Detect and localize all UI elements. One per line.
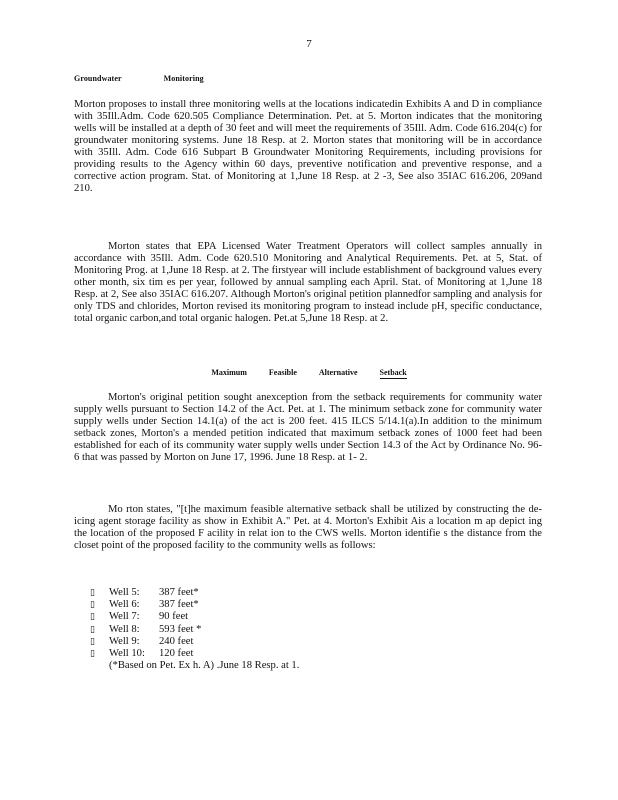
well-distance: 387 feet* (159, 587, 199, 598)
list-item (90, 624, 299, 636)
bullet-box-icon: ▯ (90, 624, 95, 635)
well-distance: 387 feet* (159, 599, 199, 611)
bullet-box-icon: ▯ (90, 636, 95, 647)
list-item (90, 636, 299, 648)
well-label: Well 5: (109, 587, 140, 598)
well-distance-list (90, 587, 299, 672)
bullet-box-icon: ▯ (90, 588, 95, 598)
paragraph-monitoring-wells: Morton proposes to install three monitoring wells at the locations indicatedin Exhibits A and D in compliance with 35Ill.Adm. Code 620.505 Compliance Determination. Pet. at 5. Morton indicates that the monitoring wells will be installed at a depth of 30 feet and will meet the requirements of 35Ill. Adm. Code 616.204(c) for groundwater monitoring systems. June 18 Resp. at 2. Morton states that monitoring will be in accordance with 35Ill. Adm. Code 616 Subpart B Groundwater Monitoring Requirements, including provisions for providing results to the Agency within 60 days, preventive notification and preventive response, and a corrective action program. Stat. of Monitoring at 1,June 18 Resp. at 2 -3, See also 35IAC 616.206, 209and 210. (74, 99, 542, 194)
paragraph-text: Mo rton states, "[t]he maximum feasible alternative setback shall be utilized by constructing the de-icing agent storage facility as show in Exhibit A." Pet. at 4. Morton's Exhibit Ais a location m ap depict ing the location of the proposed F acility in relat ion to the CWS wells. Morton identifie s the distance from the closet point of the proposed facility to the community wells as follows: (74, 504, 542, 551)
footnote: (*Based on Pet. Ex h. A) .June 18 Resp. at 1. (109, 660, 300, 672)
heading-word: Feasible (268, 368, 297, 377)
section-heading-groundwater-monitoring (74, 74, 204, 83)
well-distance: 120 feet (159, 647, 194, 659)
paragraph-text: Morton's original petition sought anexception from the setback requirements for community water supply wells pursuant to Section 14.2 of the Act. Pet. at 1. The minimum setback zone for community water supply wells under Section 14.1(a) of the act is 200 feet. 415 ILCS 5/14.1(a).In addition to the minimum setback zones, Morton's a mended petition indicated that maximum setback zones of 1000 feet had been established for each of its community water supply wells under Section 14.3 of the Act by Ordinance No. 96-6 that was passed by Morton on June 17, 1996. June 18 Resp. at 1- 2. (74, 392, 542, 463)
paragraph-sampling (74, 241, 542, 325)
paragraph-alternative-setback (74, 504, 542, 552)
list-item (90, 599, 299, 611)
list-item (90, 648, 299, 660)
well-distance: 90 feet (159, 611, 189, 623)
well-label: Well 9: (109, 635, 140, 647)
bullet-box-icon: ▯ (90, 612, 95, 623)
heading-word: Maximum (211, 368, 247, 377)
well-label: Well 8: (109, 623, 140, 635)
paragraph-setback-exception (74, 392, 542, 464)
heading-word: Monitoring (163, 74, 204, 83)
section-heading-maximum-feasible-alternative-setback (0, 368, 618, 379)
well-distance: 240 feet (159, 635, 194, 647)
list-item (90, 611, 299, 623)
well-distance: 593 feet * (159, 623, 202, 635)
bullet-box-icon: ▯ (90, 600, 95, 611)
heading-word: Alternative (318, 368, 358, 377)
page-number: 7 (306, 38, 312, 50)
heading-word: Groundwater (74, 74, 122, 83)
well-label: Well 6: (109, 599, 140, 611)
paragraph-text: Morton states that EPA Licensed Water Treatment Operators will collect samples annually in accordance with 35Ill. Adm. Code 620.510 Monitoring and Analytical Requirements. Pet. at 5, Stat. of Monitoring Prog. at 1,June 18 Resp. at 2. The firstyear will include establishment of background values every other month, six tim es per year, followed by annual sampling each April. Stat. of Monitoring at 1,June 18 Resp. at 2, See also 35IAC 616.207. Although Morton's original petition plannedfor sampling and analysis for only TDS and chlorides, Morton revised its monitoring program to instead include pH, specific conductance, total organic carbon,and total organic halogen. Pet.at 5,June 18 Resp. at 2. (74, 241, 542, 324)
bullet-box-icon: ▯ (90, 648, 95, 659)
well-label: Well 10: (109, 647, 145, 659)
heading-word: Setback (379, 368, 407, 377)
well-label: Well 7: (109, 611, 140, 623)
list-item (90, 587, 299, 599)
